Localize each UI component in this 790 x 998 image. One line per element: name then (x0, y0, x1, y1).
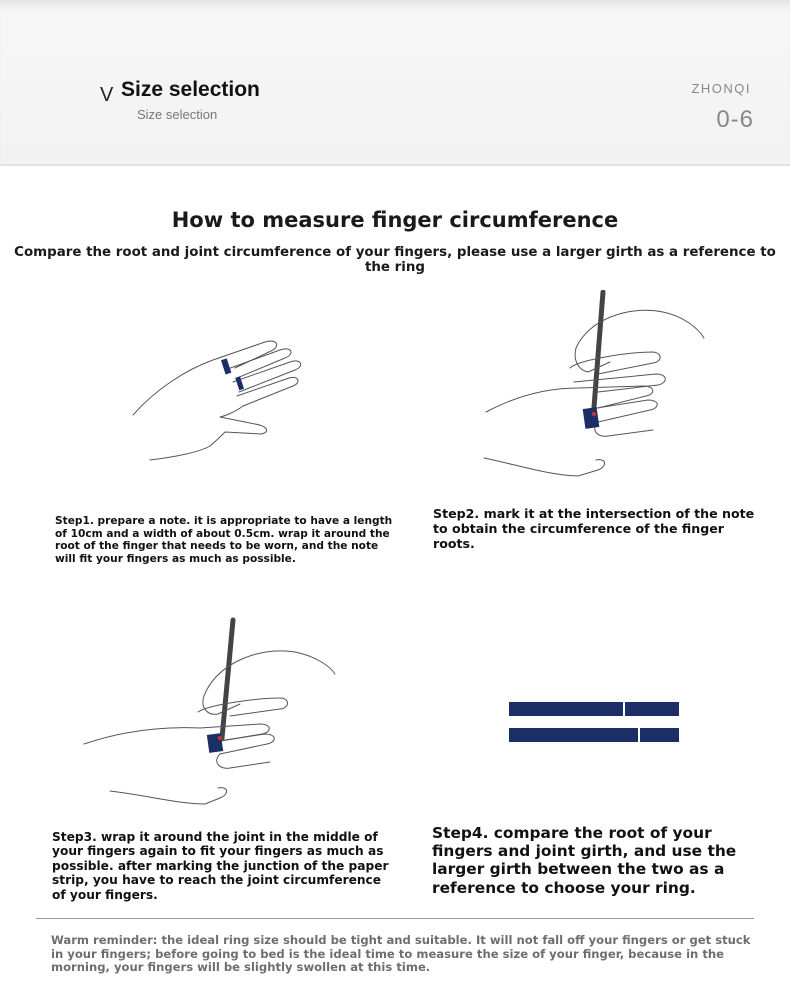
banner-title: Size selection (121, 78, 260, 101)
step-2-text: Step2. mark it at the intersection of the note to obtain the circumference of the finger roots. (433, 506, 755, 551)
page-title: How to measure finger circumference (171, 208, 619, 232)
joint-strip (509, 728, 679, 742)
step-1-text: Step1. prepare a note. it is appropriate to have a length of 10cm and a width of about 0.5cm. wrap it around the root of the finger that needs to be worn, and the note will fit your fingers as much as possible. (55, 515, 393, 565)
root-strip (509, 702, 679, 716)
size-range: 0-6 (716, 106, 754, 133)
brand-name: ZHONQI (691, 81, 751, 96)
mark-dot (592, 412, 596, 416)
banner-subtitle: Size selection (137, 107, 218, 122)
header-banner (0, 0, 790, 166)
chevron-down-icon: V (100, 84, 114, 106)
strip-mark (623, 702, 625, 716)
hand-mark-root-illustration (478, 290, 718, 485)
hand-mark-joint-illustration (80, 616, 345, 811)
page-subtitle: Compare the root and joint circumference of your fingers, please use a larger girth as a reference to the ring (14, 245, 776, 275)
mark-dot (218, 736, 222, 740)
step-3-text: Step3. wrap it around the joint in the middle of your fingers again to fit your fingers as much as possible. after marking the junction of the paper strip, you have to reach the joint circumference of your fingers. (52, 830, 389, 902)
step-4-text: Step4. compare the root of your fingers and joint girth, and use the larger girth between the two as a reference to choose your ring. (432, 824, 737, 897)
strip-compare-illustration (509, 702, 679, 742)
hand-wrap-illustration (125, 320, 315, 465)
divider (36, 918, 754, 919)
warm-reminder: Warm reminder: the ideal ring size should be tight and suitable. It will not fall off your fingers or get stuck in your fingers; before going to bed is the ideal time to measure the size of your finger, because in the morning, your fingers will be slightly swollen at this time. (51, 933, 751, 975)
paper-strip (221, 358, 231, 374)
strip-mark (638, 728, 640, 742)
paper-strip (583, 407, 600, 429)
